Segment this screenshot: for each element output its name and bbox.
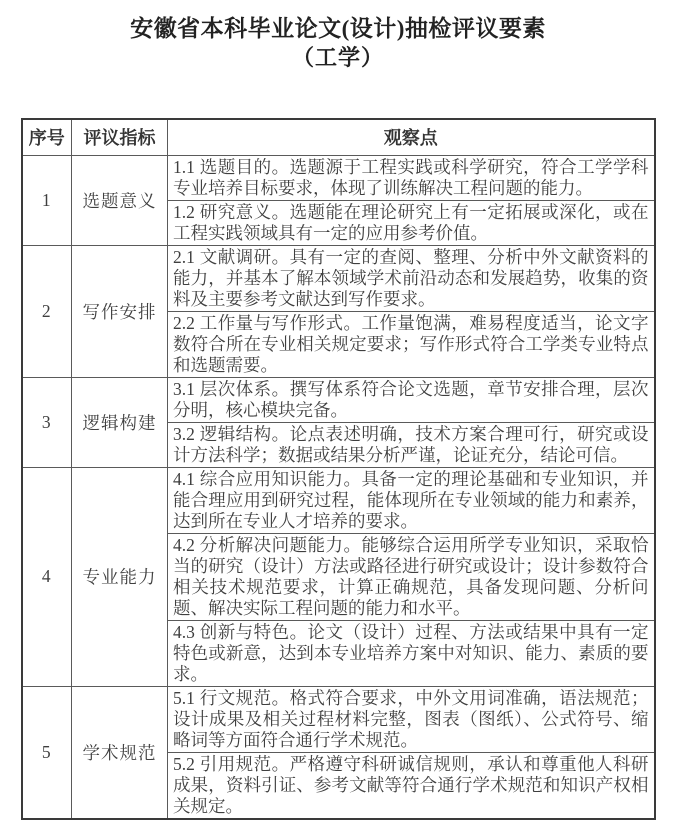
indicator-cell-1: 选题意义	[72, 155, 168, 245]
table-row	[22, 377, 655, 422]
page-title: 安徽省本科毕业论文(设计)抽检评议要素	[130, 16, 546, 41]
indicator-cell-2: 写作安排	[72, 245, 168, 377]
observation-point-2-1: 2.1 文献调研。具有一定的查阅、整理、分析中外文献资料的能力，并基本了解本领域学术前沿动态和发展趋势，收集的资料及主要参考文献达到写作要求。	[168, 245, 655, 311]
table-header-row	[22, 119, 655, 155]
review-elements-table	[21, 118, 656, 820]
observation-point-4-3: 4.3 创新与特色。论文（设计）过程、方法或结果中具有一定特色或新意，达到本专业培养方案中对知识、能力、素质的要求。	[168, 620, 655, 686]
observation-point-4-1: 4.1 综合应用知识能力。具备一定的理论基础和专业知识，并能合理应用到研究过程，能体现所在专业领域的能力和素养，达到所在专业人才培养的要求。	[168, 467, 655, 533]
observation-point-2-2: 2.2 工作量与写作形式。工作量饱满，难易程度适当，论文字数符合所在专业相关规定要求；写作形式符合工学类专业特点和选题需要。	[168, 311, 655, 377]
observation-point-4-2: 4.2 分析解决问题能力。能够综合运用所学专业知识，采取恰当的研究（设计）方法或路径进行研究或设计；设计参数符合相关技术规范要求，计算正确规范，具备发现问题、分析问题、解决实际工程问题的能力和水平。	[168, 533, 655, 620]
indicator-cell-4: 专业能力	[72, 467, 168, 686]
observation-point-5-1: 5.1 行文规范。格式符合要求，中外文用词准确，语法规范；设计成果及相关过程材料完整，图表（图纸）、公式符号、缩略词等方面符合通行学术规范。	[168, 686, 655, 752]
observation-point-3-2: 3.2 逻辑结构。论点表述明确，技术方案合理可行，研究或设计方法科学；数据或结果分析严谨，论证充分，结论可信。	[168, 422, 655, 467]
table-row	[22, 155, 655, 200]
seq-cell-1: 1	[22, 155, 72, 245]
observation-point-1-2: 1.2 研究意义。选题能在理论研究上有一定拓展或深化，或在工程实践领域具有一定的应用参考价值。	[168, 200, 655, 245]
indicator-cell-5: 学术规范	[72, 686, 168, 819]
seq-cell-2: 2	[22, 245, 72, 377]
column-header-indicator: 评议指标	[72, 119, 168, 155]
seq-cell-5: 5	[22, 686, 72, 819]
table-row	[22, 245, 655, 311]
observation-point-1-1: 1.1 选题目的。选题源于工程实践或科学研究，符合工学学科专业培养目标要求，体现了训练解决工程问题的能力。	[168, 155, 655, 200]
page-subtitle: （工学）	[291, 45, 384, 70]
column-header-observation: 观察点	[168, 119, 655, 155]
seq-cell-3: 3	[22, 377, 72, 467]
indicator-cell-3: 逻辑构建	[72, 377, 168, 467]
table-row	[22, 686, 655, 752]
column-header-seq: 序号	[22, 119, 72, 155]
table-row	[22, 467, 655, 533]
seq-cell-4: 4	[22, 467, 72, 686]
observation-point-3-1: 3.1 层次体系。撰写体系符合论文选题，章节安排合理，层次分明，核心模块完备。	[168, 377, 655, 422]
observation-point-5-2: 5.2 引用规范。严格遵守科研诚信规则，承认和尊重他人科研成果，资料引证、参考文献等符合通行学术规范和知识产权相关规定。	[168, 752, 655, 819]
